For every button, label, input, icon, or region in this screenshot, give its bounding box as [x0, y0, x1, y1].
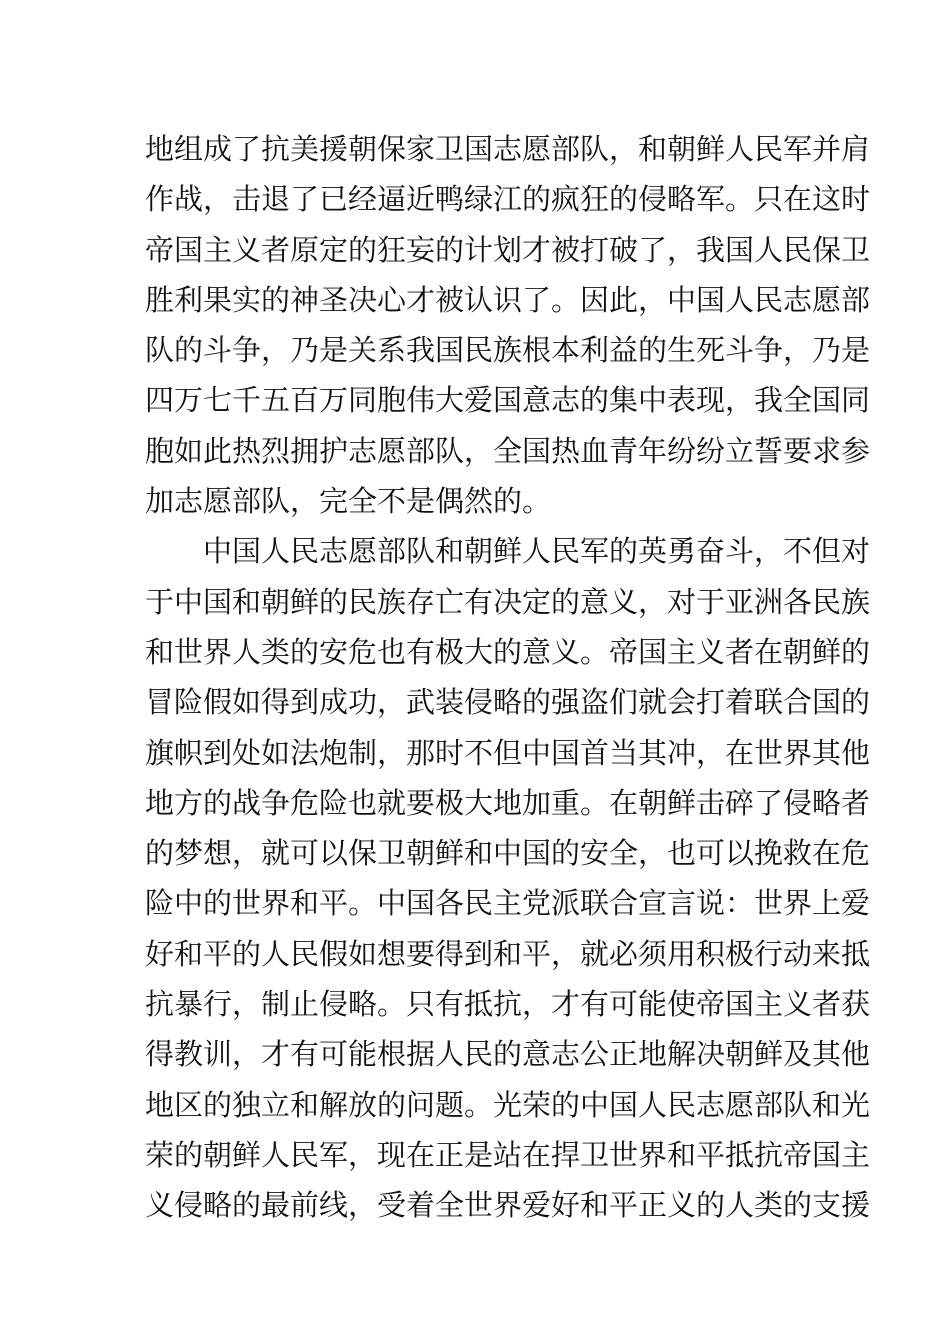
text-line: 地组成了抗美援朝保家卫国志愿部队，和朝鲜人民军并肩: [145, 132, 871, 166]
text-line: 队的斗争，乃是关系我国民族根本利益的生死斗争，乃是: [145, 333, 871, 368]
text-line: 好和平的人民假如想要得到和平，就必须用积极行动来抵: [145, 936, 871, 971]
text-line: 旗帜到处如法炮制，那时不但中国首当其冲，在世界其他: [145, 735, 871, 770]
text-line: 冒险假如得到成功，武装侵略的强盗们就会打着联合国的: [145, 685, 871, 720]
body-text: [145, 124, 871, 1231]
text-line: 和世界人类的安危也有极大的意义。帝国主义者在朝鲜的: [145, 634, 871, 669]
text-line: 的梦想，就可以保卫朝鲜和中国的安全，也可以挽救在危: [145, 836, 871, 871]
text-line: 险中的世界和平。中国各民主党派联合宣言说：世界上爱: [145, 886, 871, 921]
text-line: 胞如此热烈拥护志愿部队，全国热血青年纷纷立誓要求参: [145, 433, 871, 468]
text-line: 义侵略的最前线，受着全世界爱好和平正义的人类的支援: [145, 1188, 871, 1223]
text-line: 荣的朝鲜人民军，现在正是站在捍卫世界和平抵抗帝国主: [145, 1137, 871, 1172]
text-line: 加志愿部队，完全不是偶然的。: [145, 484, 552, 519]
text-line: 作战，击退了已经逼近鸭绿江的疯狂的侵略军。只在这时: [145, 182, 871, 217]
paragraph-first-line: 中国人民志愿部队和朝鲜人民军的英勇奋斗，不但对: [203, 534, 871, 569]
text-line: 得教训，才有可能根据人民的意志公正地解决朝鲜及其他: [145, 1037, 871, 1072]
text-line: 四万七千五百万同胞伟大爱国意志的集中表现，我全国同: [145, 383, 871, 418]
text-line: 帝国主义者原定的狂妄的计划才被打破了，我国人民保卫: [145, 232, 871, 267]
text-line: 抗暴行，制止侵略。只有抵抗，才有可能使帝国主义者获: [145, 987, 871, 1022]
text-line: 地区的独立和解放的问题。光荣的中国人民志愿部队和光: [145, 1087, 871, 1122]
text-line: 地方的战争危险也就要极大地加重。在朝鲜击碎了侵略者: [145, 785, 871, 820]
text-line: 于中国和朝鲜的民族存亡有决定的意义，对于亚洲各民族: [145, 584, 871, 619]
text-line: 胜利果实的神圣决心才被认识了。因此，中国人民志愿部: [145, 282, 871, 317]
